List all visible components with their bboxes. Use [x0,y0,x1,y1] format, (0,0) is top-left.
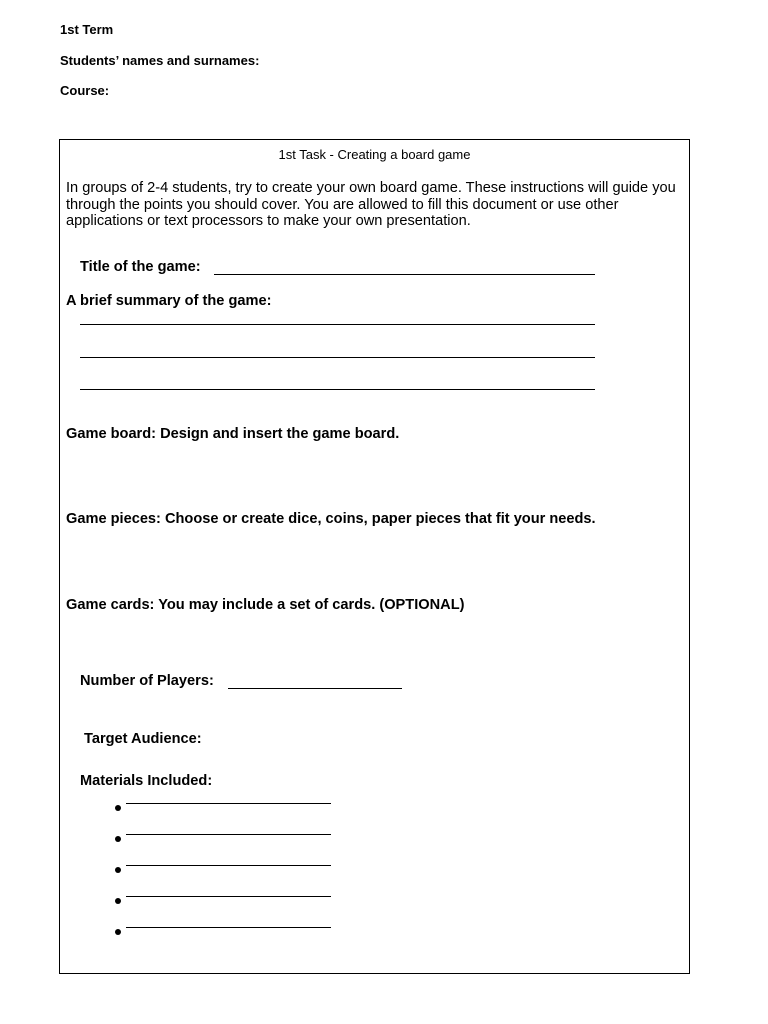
game-title-label: Title of the game: [80,259,201,275]
summary-line-3[interactable] [80,389,595,390]
bullet-icon [115,805,121,811]
task-title: 1st Task - Creating a board game [278,147,471,162]
materials-label: Materials Included: [80,773,213,789]
materials-line-1[interactable] [126,803,331,804]
task-instructions: In groups of 2-4 students, try to create your own board game. These instructions will guide you through the points you should cover. You are allowed to fill this document or use other applications or text processors to make your own presentation. [66,180,676,230]
game-board-label: Game board: Design and insert the game board. [66,426,400,442]
bullet-icon [115,898,121,904]
course-label: Course: [60,83,110,98]
student-names-label: Students’ names and surnames: [60,53,260,68]
bullet-icon [115,929,121,935]
summary-line-1[interactable] [80,324,595,325]
game-cards-label: Game cards: You may include a set of cards. (OPTIONAL) [66,597,465,613]
task-box [59,139,690,974]
players-label: Number of Players: [80,673,214,689]
materials-line-2[interactable] [126,834,331,835]
materials-line-3[interactable] [126,865,331,866]
players-blank[interactable] [228,688,402,689]
materials-line-5[interactable] [126,927,331,928]
summary-label: A brief summary of the game: [66,293,272,309]
bullet-icon [115,836,121,842]
term-label: 1st Term [60,22,114,37]
game-title-blank[interactable] [214,274,595,275]
target-audience-label: Target Audience: [84,731,202,747]
summary-line-2[interactable] [80,357,595,358]
game-pieces-label: Game pieces: Choose or create dice, coins, paper pieces that fit your needs. [66,511,596,527]
bullet-icon [115,867,121,873]
materials-line-4[interactable] [126,896,331,897]
